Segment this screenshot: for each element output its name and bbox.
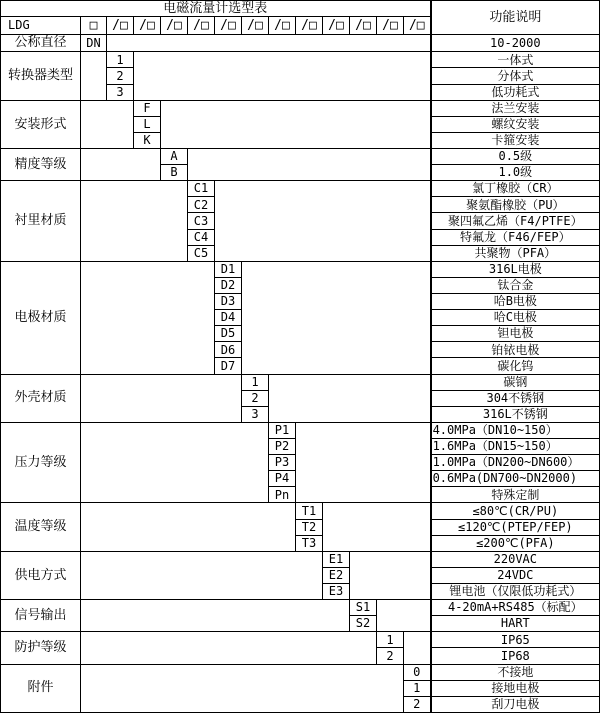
option-code: 2 (377, 648, 404, 664)
option-code: 1 (242, 374, 269, 390)
option-code: D1 (215, 261, 242, 277)
option-description: 4.0MPa（DN10~150） (431, 422, 600, 438)
filler-right (377, 600, 431, 632)
filler-right (107, 35, 431, 52)
filler-right (350, 551, 431, 599)
option-description: 0.5级 (431, 149, 600, 165)
option-code: E2 (323, 567, 350, 583)
option-description: 0.6MPa(DN700~DN2000) (431, 471, 600, 487)
filler-right (215, 181, 431, 262)
option-description: 特氟龙（F46/FEP） (431, 229, 600, 245)
option-code: 2 (404, 696, 431, 712)
model-slot-box: /□ (107, 17, 134, 35)
model-slot-box: /□ (134, 17, 161, 35)
filler-right (188, 149, 431, 181)
option-code: 1 (377, 632, 404, 648)
model-slot-box: /□ (404, 17, 431, 35)
option-description: 刮刀电极 (431, 696, 600, 712)
table-row (1, 422, 600, 438)
option-code: Pn (269, 487, 296, 503)
option-description: 24VDC (431, 567, 600, 583)
table-row (1, 149, 600, 165)
option-description: 聚四氟乙烯（F4/PTFE） (431, 213, 600, 229)
option-description: 316L电极 (431, 261, 600, 277)
option-code: S1 (350, 600, 377, 616)
filler-left (81, 664, 404, 713)
option-description: 4-20mA+RS485（标配） (431, 600, 600, 616)
model-slot-box: /□ (377, 17, 404, 35)
option-description: 卡箍安装 (431, 132, 600, 148)
option-description: HART (431, 616, 600, 632)
filler-right (323, 503, 431, 551)
model-slot-box: /□ (323, 17, 350, 35)
option-code: E3 (323, 583, 350, 599)
option-description: 哈B电极 (431, 293, 600, 309)
option-code: B (161, 165, 188, 181)
category-label: 信号输出 (1, 600, 81, 632)
option-code: L (134, 116, 161, 132)
filler-left (81, 100, 134, 148)
option-code: C1 (188, 181, 215, 197)
model-slot-box: /□ (296, 17, 323, 35)
filler-left (81, 551, 323, 599)
option-description: 钽电极 (431, 326, 600, 342)
option-code: P2 (269, 438, 296, 454)
option-description: IP65 (431, 632, 600, 648)
filler-left (81, 261, 215, 374)
model-first-box: □ (81, 17, 107, 35)
option-code: K (134, 132, 161, 148)
option-code: C4 (188, 229, 215, 245)
filler-right (161, 100, 431, 148)
category-label: 附件 (1, 664, 81, 713)
option-description: 316L不锈钢 (431, 406, 600, 422)
option-description: 一体式 (431, 52, 600, 68)
option-description: 共聚物（PFA） (431, 245, 600, 261)
option-description: 氯丁橡胶（CR） (431, 181, 600, 197)
model-slot-box: /□ (242, 17, 269, 35)
option-description: 螺纹安装 (431, 116, 600, 132)
option-description: 10-2000 (431, 35, 600, 52)
table-row (1, 100, 600, 116)
option-code: C2 (188, 197, 215, 213)
option-description: 低功耗式 (431, 84, 600, 100)
filler-left (81, 374, 242, 422)
filler-right (404, 632, 431, 664)
option-description: 1.6MPa（DN15~150） (431, 438, 600, 454)
option-description: 1.0级 (431, 165, 600, 181)
option-description: ≤120℃(PTEP/FEP) (431, 519, 600, 535)
page-title: 电磁流量计选型表 (1, 1, 431, 17)
option-code: 1 (404, 680, 431, 696)
option-description: 不接地 (431, 664, 600, 680)
category-label: 电极材质 (1, 261, 81, 374)
table-row (1, 600, 600, 616)
option-code: DN (81, 35, 107, 52)
option-code: C5 (188, 245, 215, 261)
option-description: 1.0MPa（DN200~DN600） (431, 455, 600, 471)
option-description: 钛合金 (431, 277, 600, 293)
category-label: 公称直径 (1, 35, 81, 52)
filler-left (81, 52, 107, 100)
option-code: F (134, 100, 161, 116)
table-row (1, 181, 600, 197)
option-description: 接地电极 (431, 680, 600, 696)
filler-left (81, 149, 161, 181)
option-description: 304不锈钢 (431, 390, 600, 406)
model-prefix: LDG (1, 17, 81, 35)
option-description: ≤200℃(PFA) (431, 535, 600, 551)
category-label: 温度等级 (1, 503, 81, 551)
option-description: 聚氨酯橡胶（PU） (431, 197, 600, 213)
function-column-header: 功能说明 (431, 1, 600, 35)
category-label: 压力等级 (1, 422, 81, 503)
category-label: 转换器类型 (1, 52, 81, 100)
option-description: 铂铱电极 (431, 342, 600, 358)
option-description: 分体式 (431, 68, 600, 84)
table-row (1, 374, 600, 390)
option-description: 哈C电极 (431, 310, 600, 326)
option-code: S2 (350, 616, 377, 632)
table-row (1, 35, 600, 52)
option-description: IP68 (431, 648, 600, 664)
option-code: A (161, 149, 188, 165)
category-label: 衬里材质 (1, 181, 81, 262)
option-code: P1 (269, 422, 296, 438)
model-slot-box: /□ (188, 17, 215, 35)
filler-left (81, 422, 269, 503)
option-code: D7 (215, 358, 242, 374)
category-label: 供电方式 (1, 551, 81, 599)
model-slot-box: /□ (161, 17, 188, 35)
option-code: D5 (215, 326, 242, 342)
filler-right (269, 374, 431, 422)
table-row (1, 632, 600, 648)
filler-right (296, 422, 431, 503)
option-code: T1 (296, 503, 323, 519)
table-row (1, 261, 600, 277)
option-code: C3 (188, 213, 215, 229)
category-label: 安装形式 (1, 100, 81, 148)
option-code: P4 (269, 471, 296, 487)
category-label: 防护等级 (1, 632, 81, 664)
filler-left (81, 181, 188, 262)
table-row (1, 664, 600, 680)
table-row (1, 503, 600, 519)
option-code: T2 (296, 519, 323, 535)
filler-right (242, 261, 431, 374)
option-code: T3 (296, 535, 323, 551)
filler-left (81, 600, 350, 632)
option-description: 碳钢 (431, 374, 600, 390)
model-slot-box: /□ (215, 17, 242, 35)
model-slot-box: /□ (350, 17, 377, 35)
option-code: D4 (215, 310, 242, 326)
model-slot-box: /□ (269, 17, 296, 35)
option-description: 法兰安装 (431, 100, 600, 116)
option-description: 特殊定制 (431, 487, 600, 503)
category-label: 精度等级 (1, 149, 81, 181)
option-code: 2 (242, 390, 269, 406)
option-code: E1 (323, 551, 350, 567)
option-code: P3 (269, 455, 296, 471)
option-code: 3 (242, 406, 269, 422)
table-row (1, 52, 600, 68)
filler-right (134, 52, 431, 100)
option-code: 1 (107, 52, 134, 68)
filler-left (81, 632, 377, 664)
option-description: ≤80℃(CR/PU) (431, 503, 600, 519)
filler-left (81, 503, 296, 551)
option-code: 2 (107, 68, 134, 84)
option-description: 锂电池（仅限低功耗式） (431, 583, 600, 599)
category-label: 外壳材质 (1, 374, 81, 422)
option-code: 0 (404, 664, 431, 680)
option-description: 碳化钨 (431, 358, 600, 374)
option-code: D3 (215, 293, 242, 309)
table-row (1, 551, 600, 567)
option-description: 220VAC (431, 551, 600, 567)
title-row (1, 1, 600, 17)
option-code: D2 (215, 277, 242, 293)
option-code: 3 (107, 84, 134, 100)
option-code: D6 (215, 342, 242, 358)
